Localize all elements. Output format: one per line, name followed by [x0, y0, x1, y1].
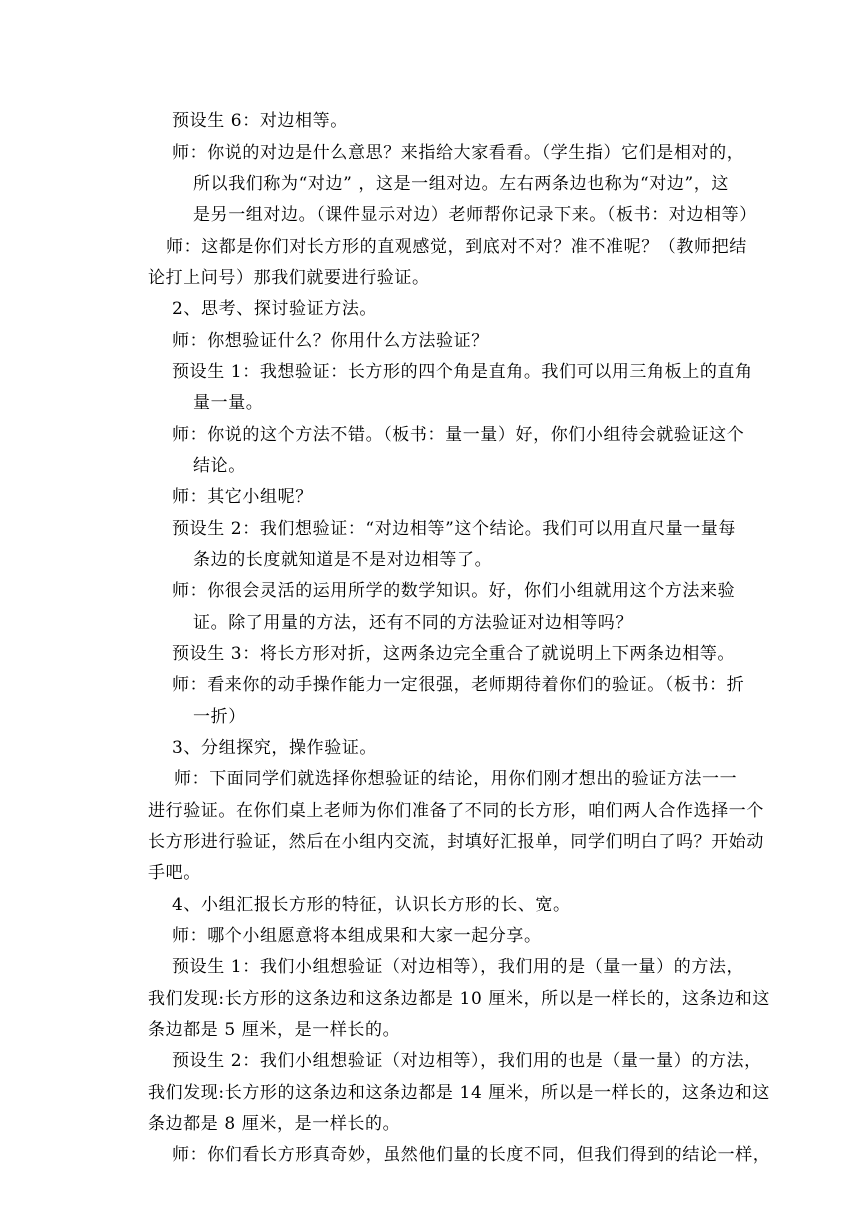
- text-line: 证。除了用量的方法，还有不同的方法验证对边相等吗？: [193, 613, 633, 633]
- text-line: 师：你很会灵活的运用所学的数学知识。好，你们小组就用这个方法来验: [172, 581, 736, 601]
- text-line: 预设生 1：我们小组想验证（对边相等），我们用的是（量一量）的方法，: [172, 957, 745, 977]
- text-line: 师：下面同学们就选择你想验证的结论，用你们刚才想出的验证方法一一: [174, 769, 738, 789]
- text-line: 预设生 2：我们小组想验证（对边相等），我们用的也是（量一量）的方法，: [172, 1051, 762, 1071]
- text-line: 进行验证。在你们桌上老师为你们准备了不同的长方形，咱们两人合作选择一个: [148, 801, 764, 821]
- text-line: 师：这都是你们对长方形的直观感觉，到底对不对？准不准呢？（教师把结: [166, 237, 747, 257]
- text-line: 一折）: [193, 707, 246, 727]
- text-line: 所以我们称为“对边” ，这是一组对边。左右两条边也称为“对边”，这: [193, 174, 729, 194]
- text-line: 师：其它小组呢？: [172, 487, 313, 507]
- section-heading: 4、小组汇报长方形的特征，认识长方形的长、宽。: [172, 895, 571, 915]
- text-line: 结论。: [193, 456, 246, 476]
- text-line: 师：你说的这个方法不错。（板书：量一量）好，你们小组待会就验证这个: [172, 425, 745, 445]
- text-line: 条边都是 5 厘米，是一样长的。: [148, 1020, 401, 1040]
- section-heading: 3、分组探究，操作验证。: [172, 738, 378, 758]
- section-heading: 2、思考、探讨验证方法。: [172, 299, 378, 319]
- text-line: 条边的长度就知道是不是对边相等了。: [193, 550, 493, 570]
- text-line: 长方形进行验证，然后在小组内交流，封填好汇报单，同学们明白了吗？开始动: [148, 832, 764, 852]
- text-line: 论打上问号）那我们就要进行验证。: [148, 268, 430, 288]
- text-line: 我们发现:长方形的这条边和这条边都是 10 厘米，所以是一样长的，这条边和这: [148, 989, 770, 1009]
- text-line: 师：哪个小组愿意将本组成果和大家一起分享。: [172, 926, 542, 946]
- text-line: 是另一组对边。（课件显示对边）老师帮你记录下来。（板书：对边相等）: [193, 205, 757, 225]
- text-line: 师：你想验证什么？你用什么方法验证？: [172, 331, 489, 351]
- text-line: 条边都是 8 厘米，是一样长的。: [148, 1114, 401, 1134]
- text-line: 师：看来你的动手操作能力一定很强，老师期待着你们的验证。（板书：折: [172, 675, 745, 695]
- text-line: 预设生 1：我想验证：长方形的四个角是直角。我们可以用三角板上的直角: [172, 362, 753, 382]
- text-line: 预设生 6：对边相等。: [172, 111, 348, 131]
- text-line: 预设生 2：我们想验证：“对边相等”这个结论。我们可以用直尺量一量每: [172, 519, 736, 539]
- text-line: 量一量。: [193, 393, 264, 413]
- text-line: 手吧。: [148, 863, 201, 883]
- text-line: 我们发现:长方形的这条边和这条边都是 14 厘米，所以是一样长的，这条边和这: [148, 1083, 770, 1103]
- text-line: 预设生 3：将长方形对折，这两条边完全重合了就说明上下两条边相等。: [172, 644, 736, 664]
- text-line: 师：你们看长方形真奇妙，虽然他们量的长度不同，但我们得到的结论一样，: [172, 1145, 771, 1165]
- text-line: 师：你说的对边是什么意思？来指给大家看看。（学生指）它们是相对的，: [172, 143, 745, 163]
